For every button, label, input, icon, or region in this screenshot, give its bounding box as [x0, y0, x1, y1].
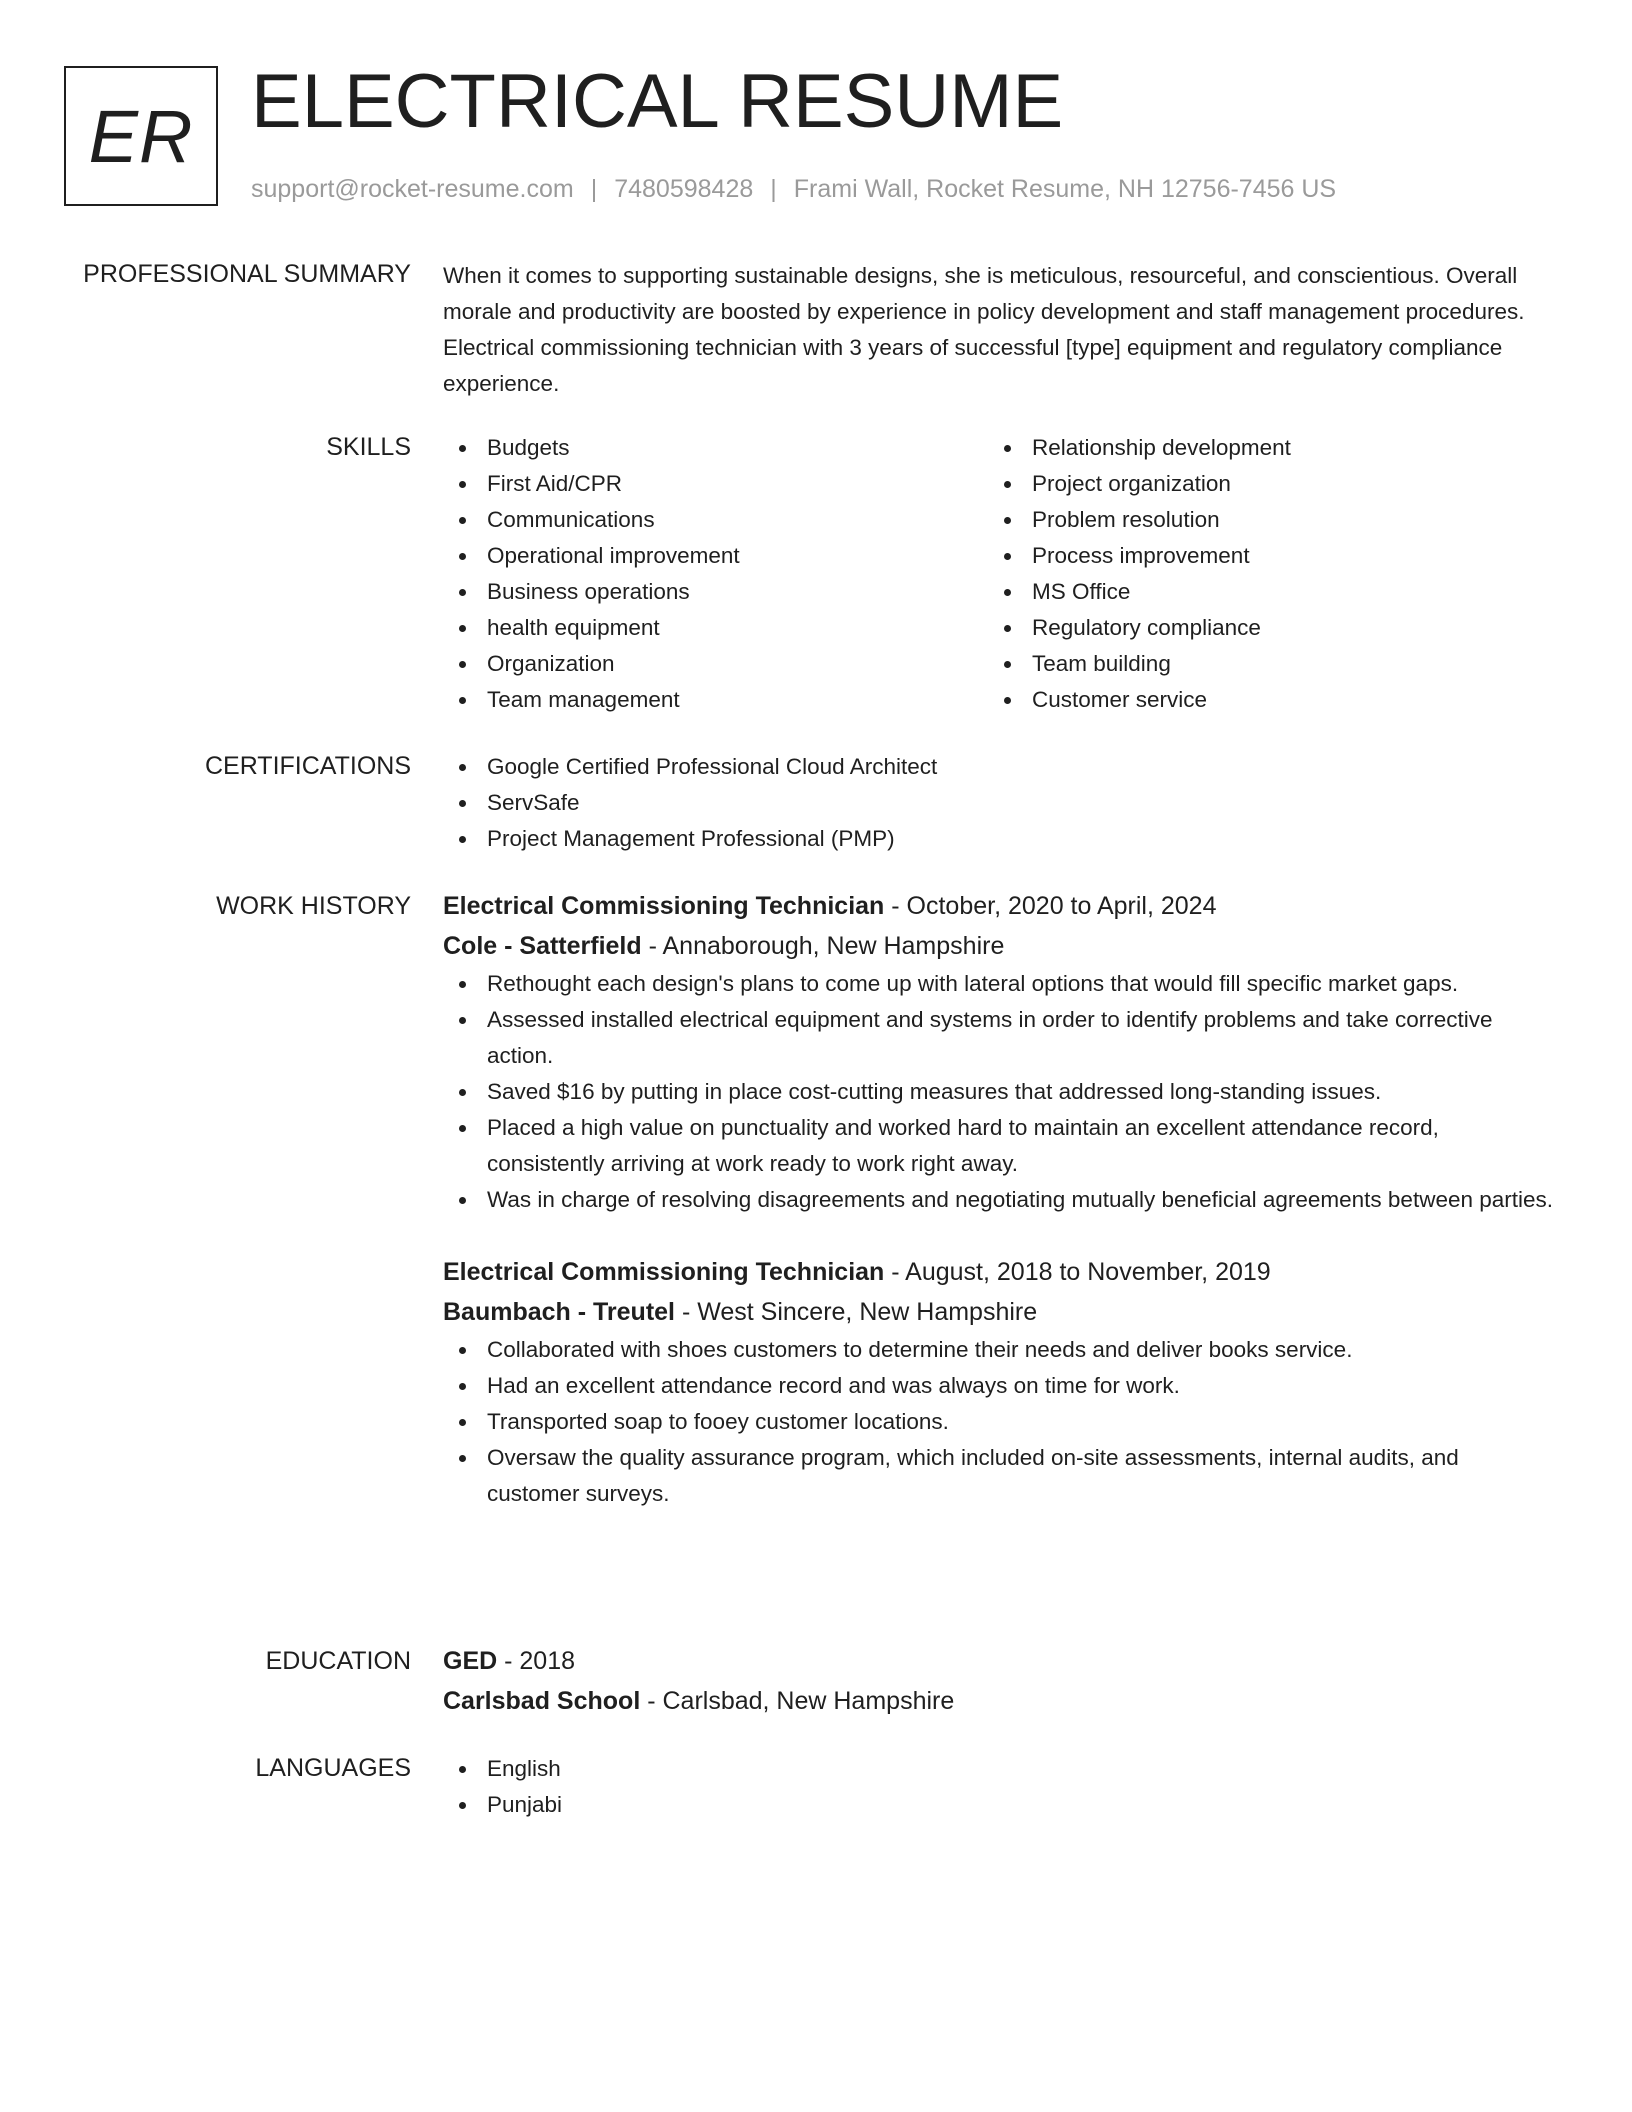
skill-item: Process improvement	[988, 538, 1533, 574]
contact-separator: |	[590, 175, 598, 203]
job-bullet: Was in charge of resolving disagreements and negotiating mutually beneficial agreements between parties.	[443, 1182, 1555, 1218]
job-bullet: Transported soap to fooey customer locations.	[443, 1404, 1555, 1440]
skill-item: Budgets	[443, 430, 988, 466]
job-bullet: Had an excellent attendance record and was always on time for work.	[443, 1368, 1555, 1404]
job-dates: - August, 2018 to November, 2019	[884, 1258, 1271, 1286]
job-company-line	[443, 926, 1555, 966]
job-title-line	[443, 886, 1555, 926]
certification-item: Project Management Professional (PMP)	[443, 821, 1555, 857]
skill-item: Relationship development	[988, 430, 1533, 466]
job-bullet: Assessed installed electrical equipment and systems in order to identify problems and take corrective action.	[443, 1002, 1555, 1074]
contact-address: Frami Wall, Rocket Resume, NH 12756-7456 US	[793, 175, 1337, 203]
job-bullets	[443, 966, 1555, 1218]
work-history-heading: WORK HISTORY	[216, 892, 411, 920]
languages-heading: LANGUAGES	[255, 1754, 411, 1782]
job-company-line	[443, 1292, 1555, 1332]
skill-item: health equipment	[443, 610, 988, 646]
education-degree-line	[443, 1641, 1555, 1681]
job-location: - Annaborough, New Hampshire	[641, 932, 1005, 960]
skill-item: Business operations	[443, 574, 988, 610]
job-role: Electrical Commissioning Technician	[443, 892, 885, 920]
contact-separator: |	[770, 175, 777, 203]
skills-columns	[443, 430, 1555, 718]
skill-item: Organization	[443, 646, 988, 682]
summary-heading: PROFESSIONAL SUMMARY	[83, 260, 411, 288]
work-history-body	[443, 886, 1555, 1512]
resume-name: ELECTRICAL RESUME	[251, 59, 1064, 144]
skill-item: Problem resolution	[988, 502, 1533, 538]
monogram-initials: ER	[88, 94, 194, 178]
certifications-body	[443, 749, 1555, 857]
education-school-line	[443, 1681, 1555, 1721]
contact-email: support@rocket-resume.com	[251, 175, 574, 203]
skills-heading: SKILLS	[326, 433, 411, 461]
summary-body	[443, 258, 1555, 402]
education-school: Carlsbad School	[443, 1687, 641, 1715]
education-location: - Carlsbad, New Hampshire	[640, 1687, 955, 1715]
job-bullets	[443, 1332, 1555, 1512]
languages-body	[443, 1751, 1555, 1823]
job-bullet: Collaborated with shoes customers to determine their needs and deliver books service.	[443, 1332, 1555, 1368]
job-role: Electrical Commissioning Technician	[443, 1258, 885, 1286]
skill-item: First Aid/CPR	[443, 466, 988, 502]
skill-item: Customer service	[988, 682, 1533, 718]
skill-item: Communications	[443, 502, 988, 538]
skill-item: MS Office	[988, 574, 1533, 610]
language-item: Punjabi	[443, 1787, 1555, 1823]
job-entry	[443, 886, 1555, 1218]
job-bullet: Placed a high value on punctuality and worked hard to maintain an excellent attendance record, consistently arriving at work ready to work right away.	[443, 1110, 1555, 1182]
skill-item: Operational improvement	[443, 538, 988, 574]
skill-item: Regulatory compliance	[988, 610, 1533, 646]
job-location: - West Sincere, New Hampshire	[675, 1298, 1038, 1326]
skill-item: Project organization	[988, 466, 1533, 502]
skill-item: Team management	[443, 682, 988, 718]
certification-item: ServSafe	[443, 785, 1555, 821]
job-bullet: Rethought each design's plans to come up with lateral options that would fill specific market gaps.	[443, 966, 1555, 1002]
skills-list-right	[988, 430, 1533, 718]
education-year: - 2018	[497, 1647, 576, 1675]
job-company: Cole - Satterfield	[443, 932, 642, 960]
skill-item: Team building	[988, 646, 1533, 682]
education-body	[443, 1641, 1555, 1721]
certification-item: Google Certified Professional Cloud Architect	[443, 749, 1555, 785]
job-title-line	[443, 1252, 1555, 1292]
language-item: English	[443, 1751, 1555, 1787]
education-degree: GED	[443, 1647, 498, 1675]
monogram-box	[64, 66, 218, 206]
summary-text: When it comes to supporting sustainable designs, she is meticulous, resourceful, and conscientious. Overall morale and productivity are boosted by experience in policy development and staff management procedures. Electrical commissioning technician with 3 years of successful [type] equipment and regulatory compliance experience.	[443, 263, 1525, 396]
education-heading: EDUCATION	[265, 1647, 411, 1675]
job-bullet: Saved $16 by putting in place cost-cutting measures that addressed long-standing issues.	[443, 1074, 1555, 1110]
certifications-list	[443, 749, 1555, 857]
skills-list-left	[443, 430, 988, 718]
certifications-heading: CERTIFICATIONS	[204, 752, 411, 780]
skills-body	[443, 430, 1555, 718]
job-dates: - October, 2020 to April, 2024	[884, 892, 1217, 920]
contact-line	[251, 174, 1336, 204]
job-bullet: Oversaw the quality assurance program, which included on-site assessments, internal audits, and customer surveys.	[443, 1440, 1555, 1512]
job-company: Baumbach - Treutel	[443, 1298, 675, 1326]
languages-list	[443, 1751, 1555, 1823]
contact-phone: 7480598428	[614, 175, 754, 203]
job-entry	[443, 1252, 1555, 1512]
